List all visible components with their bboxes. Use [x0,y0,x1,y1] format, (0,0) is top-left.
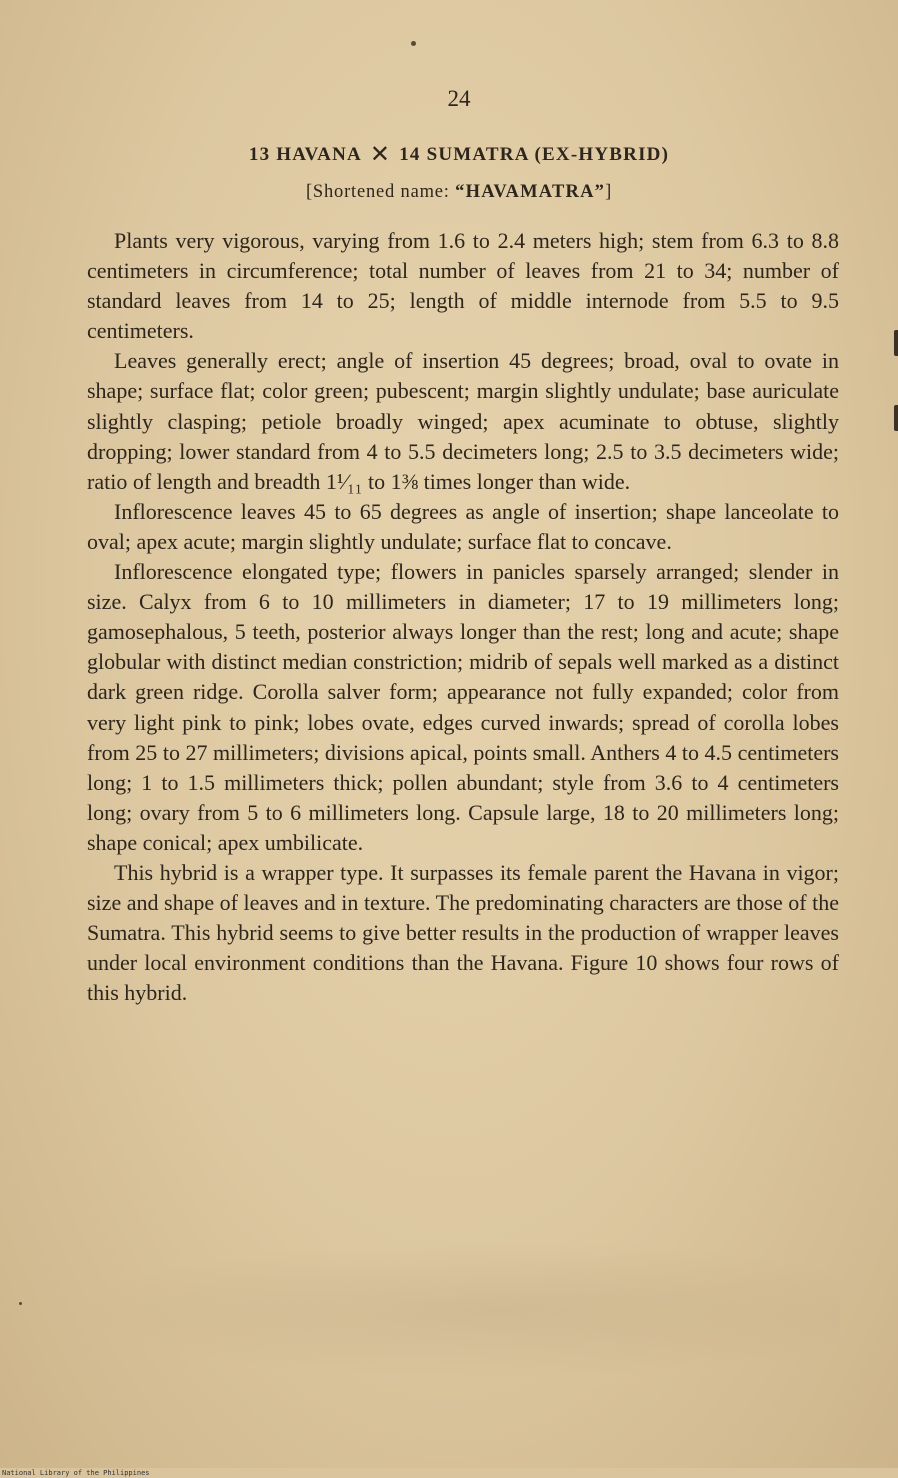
library-credit: National Library of the Philippines [2,1469,150,1477]
subtitle-prefix: [Shortened name: [305,182,456,202]
show-through-text [80,1240,840,1380]
ink-speck [19,1302,22,1305]
paragraph-inflorescence: Inflorescence elongated type; flowers in panicles sparsely arranged; slender in size. Calyx from 6 to 10 millimeters in diameter; 17 to 19 millimeters long; gamosephalous, 5 teeth, posterior always longer than the rest; long and acute; shape globular with distinct median constriction; midrib of sepals well marked as a distinct dark green ridge. Corolla salver form; appearance not fully expanded; color from very light pink to pink; lobes ovate, edges curved inwards; spread of corolla lobes from 25 to 27 millimeters; divisions apical, points small. Anthers 4 to 4.5 centimeters long; 1 to 1.5 millimeters thick; pollen abundant; style from 3.6 to 4 centimeters long; ovary from 5 to 6 millimeters long. Capsule large, 18 to 20 millimeters long; shape conical; apex umbilicate. [87,559,839,855]
description-body [87,226,839,1008]
shortened-name [0,182,898,203]
ink-speck [411,41,416,46]
page-number: 24 [447,86,471,111]
page-edge-mark [894,405,898,431]
page-edge-mark [894,330,898,356]
paragraph-summary: This hybrid is a wrapper type. It surpasses its female parent the Havana in vigor; size and shape of leaves and in texture. The predominating characters are those of the Sumatra. This hybrid seems to give better results in the production of wrapper leaves under local environment conditions than the Havana. Figure 10 shows four rows of this hybrid. [87,859,839,1006]
section-title [0,140,898,169]
paragraph-leaves: Leaves generally erect; angle of insertion 45 degrees; broad, oval to ovate in shape; surface flat; color green; pubescent; margin slightly undulate; base auriculate slightly clasping; petiole broadly winged; apex acuminate to obtuse, slightly dropping; lower standard from 4 to 5.5 decimeters long; 2.5 to 3.5 decimeters wide; ratio of length and breadth 1¹⁄₁₁ to 1⅜ times longer than wide. [87,348,839,494]
hybrid-short-name: “HAVAMATRA” [455,182,606,202]
cross-icon: ✕ [369,142,392,168]
title-male-parent: 14 SUMATRA (EX-HYBRID) [399,144,670,165]
title-female-parent: 13 HAVANA [248,144,362,165]
subtitle-suffix: ] [605,182,613,202]
paragraph-plants: Plants very vigorous, varying from 1.6 to 2.4 meters high; stem from 6.3 to 8.8 centimeters in circumference; total number of leaves from 21 to 34; number of standard leaves from 14 to 25; length of middle internode from 5.5 to 9.5 centimeters. [87,228,839,344]
paragraph-inflorescence-leaves: Inflorescence leaves 45 to 65 degrees as angle of insertion; shape lanceolate to oval; apex acute; margin slightly undulate; surface flat to concave. [87,498,839,554]
